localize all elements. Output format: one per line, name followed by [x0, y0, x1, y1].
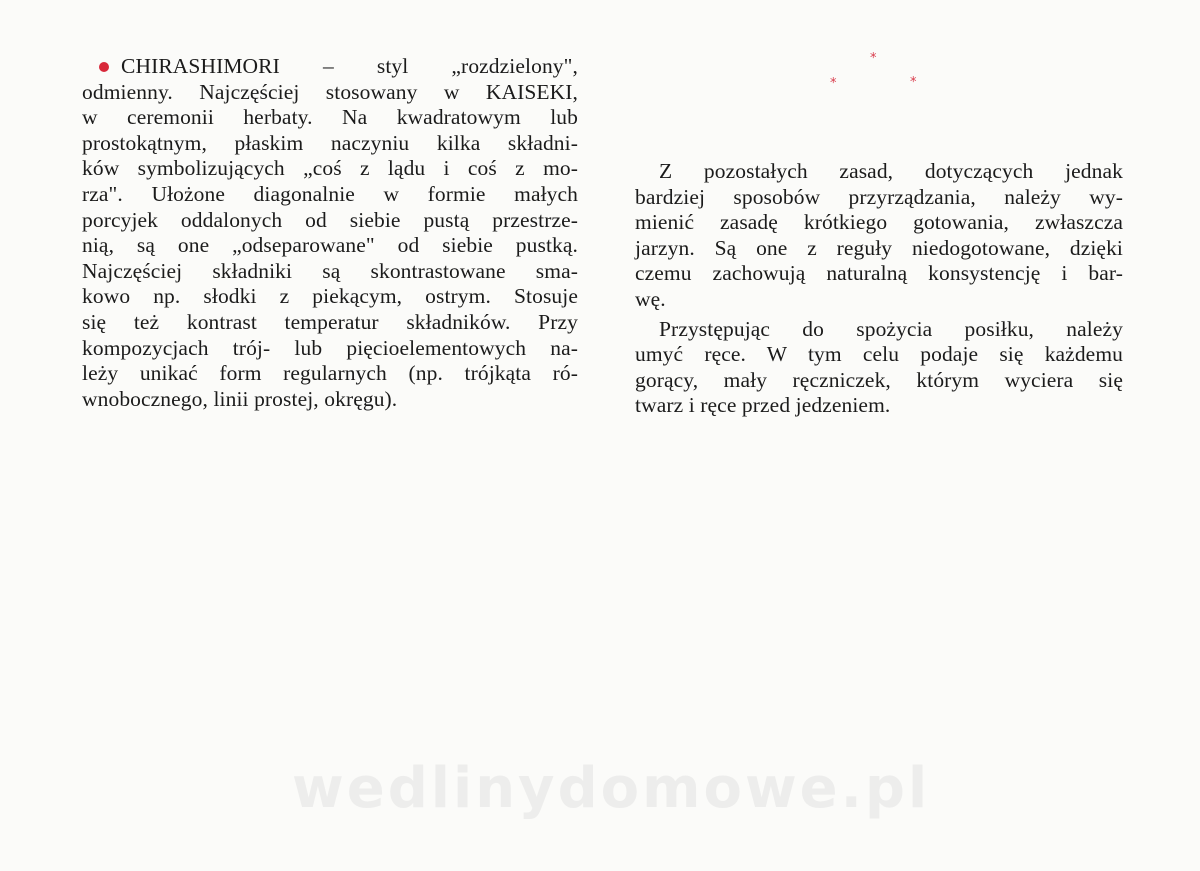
text-line: jarzyn. Są one z reguły niedogotowane, dzięki — [635, 235, 1123, 260]
text-line — [82, 54, 578, 80]
text-line: Najczęściej składniki są skontrastowane sma- — [82, 258, 578, 283]
watermark: wedlinydomowe.pl — [292, 756, 931, 821]
text-line: ków symbolizujących „coś z lądu i coś z mo- — [82, 156, 578, 181]
text-line: gorący, mały ręczniczek, którym wyciera się — [635, 367, 1123, 392]
text-line: Z pozostałych zasad, dotyczących jednak — [659, 159, 1123, 183]
right-column — [635, 159, 1123, 419]
text-line: prostokątnym, płaskim naczyniu kilka składni- — [82, 130, 578, 155]
text-line: wę. — [635, 286, 666, 311]
paragraph — [635, 159, 1123, 313]
bullet-text: CHIRASHIMORI – styl „rozdzielony", — [121, 54, 578, 78]
text-line: się też kontrast temperatur składników. Przy — [82, 309, 578, 334]
text-line: nią, są one „odseparowane" od siebie pustką. — [82, 233, 578, 258]
red-bullet-icon — [99, 62, 109, 72]
text-line: leży unikać form regularnych (np. trójkąta ró- — [82, 361, 578, 386]
text-line: umyć ręce. W tym celu podaje się każdemu — [635, 342, 1123, 367]
text-line: czemu zachowują naturalną konsystencję i bar- — [635, 261, 1123, 286]
asterisk-icon: * — [870, 51, 877, 66]
text-line: kompozycjach trój- lub pięcioelementowych na- — [82, 335, 578, 360]
text-line: bardziej sposobów przyrządzania, należy wy- — [635, 184, 1123, 209]
asterisk-icon: * — [830, 76, 837, 91]
text-line: porcyjek oddalonych od siebie pustą przestrze- — [82, 207, 578, 232]
text-line: rza". Ułożone diagonalnie w formie małych — [82, 181, 578, 206]
text-line: odmienny. Najczęściej stosowany w KAISEKI, — [82, 79, 578, 104]
text-line: w ceremonii herbaty. Na kwadratowym lub — [82, 105, 578, 130]
asterisk-icon: * — [910, 75, 917, 90]
left-column — [82, 54, 578, 412]
text-line: twarz i ręce przed jedzeniem. — [635, 393, 891, 418]
text-line: mienić zasadę krótkiego gotowania, zwłaszcza — [635, 210, 1123, 235]
text-line: Przystępując do spożycia posiłku, należy — [659, 316, 1123, 341]
text-line: kowo np. słodki z piekącym, ostrym. Stosuje — [82, 284, 578, 309]
paragraph — [635, 317, 1123, 419]
text-line: wnobocznego, linii prostej, okręgu). — [82, 386, 398, 411]
